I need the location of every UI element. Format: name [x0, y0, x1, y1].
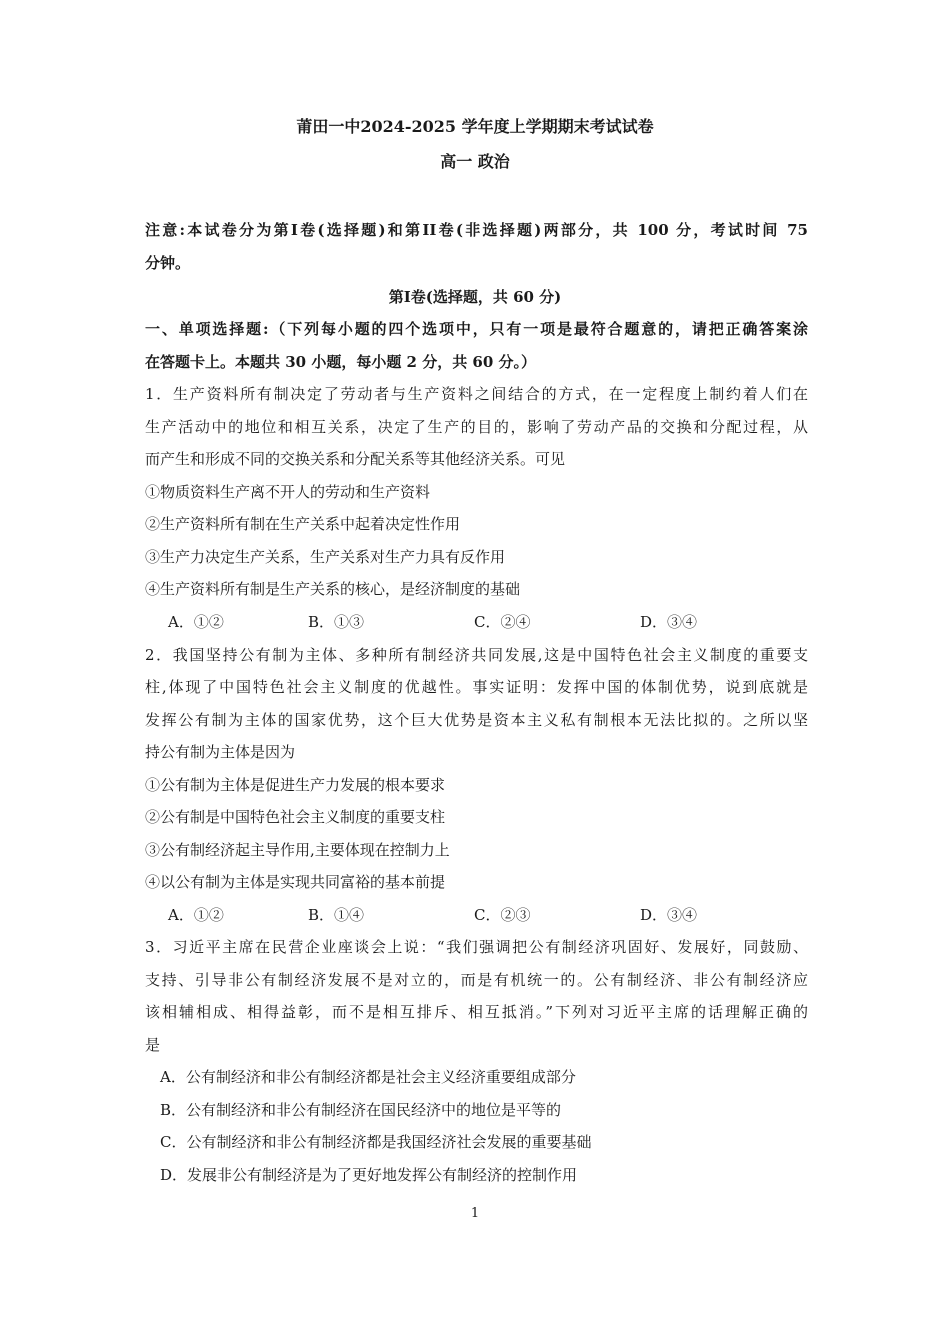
q2-option-d: D．③④ — [640, 906, 698, 924]
q2-item: ④以公有制为主体是实现共同富裕的基本前提 — [145, 873, 446, 891]
exam-title: 莆田一中2024-2025 学年度上学期期末考试试卷 — [296, 117, 654, 136]
q2-stem-line: 发挥公有制为主体的国家优势，这个巨大优势是资本主义私有制根本无法比拟的。之所以坚 — [145, 711, 808, 729]
q1-item: ③生产力决定生产关系，生产关系对生产力具有反作用 — [145, 548, 506, 566]
q2-option-c: C．②③ — [474, 906, 531, 924]
page-number: 1 — [470, 1206, 480, 1221]
q1-stem-line: 生产活动中的地位和相互关系，决定了生产的目的，影响了劳动产品的交换和分配过程，从 — [145, 418, 808, 436]
q3-stem-line: 是 — [145, 1036, 161, 1054]
q1-option-b: B．①③ — [308, 613, 365, 631]
section-heading: 第Ⅰ卷(选择题，共 60 分) — [388, 288, 562, 306]
notice-line-2: 分钟。 — [145, 254, 191, 272]
q1-item: ①物质资料生产离不开人的劳动和生产资料 — [145, 483, 431, 501]
q1-option-a: A．①② — [168, 613, 224, 631]
q2-item: ①公有制为主体是促进生产力发展的根本要求 — [145, 776, 446, 794]
q1-stem-line: 1．生产资料所有制决定了劳动者与生产资料之间结合的方式，在一定程度上制约着人们在 — [145, 385, 808, 403]
q3-option-b: B．公有制经济和非公有制经济在国民经济中的地位是平等的 — [160, 1101, 562, 1119]
q2-item: ②公有制是中国特色社会主义制度的重要支柱 — [145, 808, 446, 826]
notice-line-1: 注意:本试卷分为第Ⅰ卷(选择题)和第II卷(非选择题)两部分，共 100 分，考试时间 75 — [145, 221, 808, 239]
q1-item: ②生产资料所有制在生产关系中起着决定性作用 — [145, 515, 461, 533]
q2-stem-line: 持公有制为主体是因为 — [145, 743, 296, 761]
q3-option-d: D．发展非公有制经济是为了更好地发挥公有制经济的控制作用 — [160, 1166, 578, 1184]
q2-option-a: A．①② — [168, 906, 224, 924]
q1-item: ④生产资料所有制是生产关系的核心，是经济制度的基础 — [145, 580, 521, 598]
q3-option-c: C．公有制经济和非公有制经济都是我国经济社会发展的重要基础 — [160, 1133, 592, 1151]
section-instruction-line-1: 一、单项选择题:（下列每小题的四个选项中，只有一项是最符合题意的，请把正确答案涂 — [145, 320, 808, 338]
q1-option-c: C．②④ — [474, 613, 531, 631]
q3-stem-line: 该相辅相成、相得益彰，而不是相互排斥、相互抵消。”下列对习近平主席的话理解正确的 — [145, 1003, 808, 1021]
q3-stem-line: 3．习近平主席在民营企业座谈会上说：“我们强调把公有制经济巩固好、发展好，同鼓励、 — [145, 938, 808, 956]
q2-stem-line: 柱,体现了中国特色社会主义制度的优越性。事实证明：发挥中国的体制优势，说到底就是 — [145, 678, 808, 696]
q2-option-b: B．①④ — [308, 906, 365, 924]
q3-stem-line: 支持、引导非公有制经济发展不是对立的，而是有机统一的。公有制经济、非公有制经济应 — [145, 971, 808, 989]
q3-option-a: A．公有制经济和非公有制经济都是社会主义经济重要组成部分 — [160, 1068, 576, 1086]
q1-option-d: D．③④ — [640, 613, 698, 631]
section-instruction-line-2: 在答题卡上。本题共 30 小题，每小题 2 分，共 60 分。） — [145, 353, 537, 371]
q2-item: ③公有制经济起主导作用,主要体现在控制力上 — [145, 841, 450, 859]
q2-stem-line: 2．我国坚持公有制为主体、多种所有制经济共同发展,这是中国特色社会主义制度的重要支 — [145, 646, 808, 664]
q1-stem-line: 而产生和形成不同的交换关系和分配关系等其他经济关系。可见 — [145, 450, 566, 468]
exam-subtitle: 高一 政治 — [440, 152, 510, 171]
